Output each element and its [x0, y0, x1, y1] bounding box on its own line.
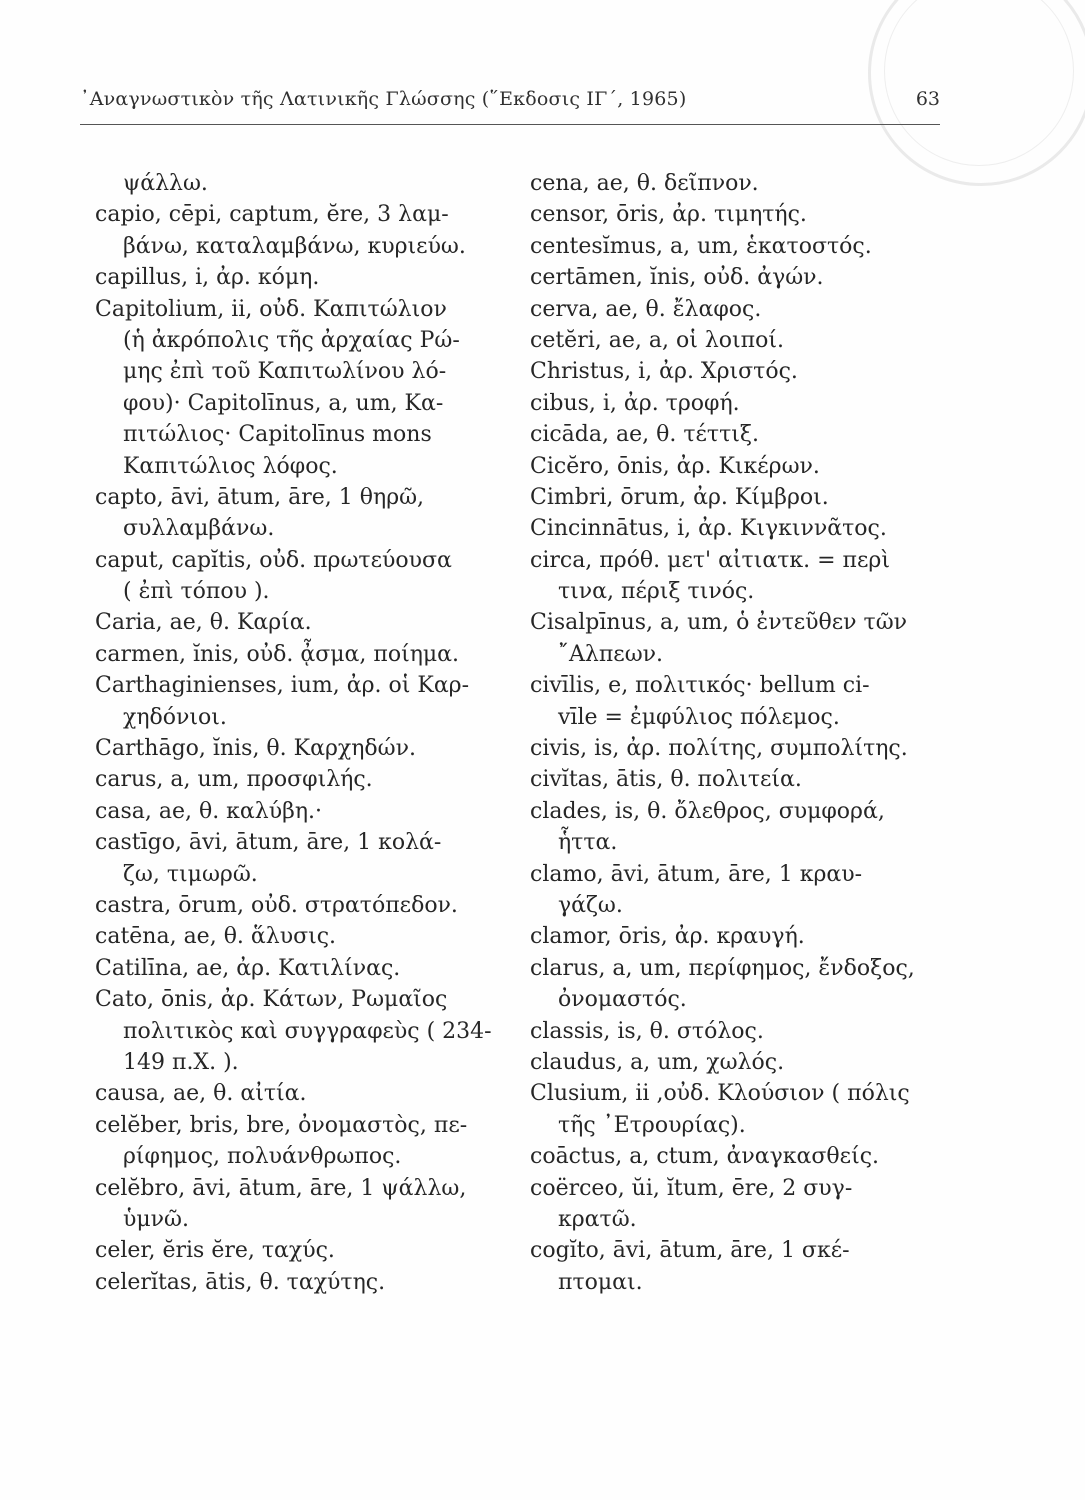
entry-line: cogĭto, āvi, ātum, āre, 1 σκέ-	[530, 1238, 850, 1264]
entry-continuation-line: πολιτικὸς καὶ συγγραφεὺς ( 234-	[123, 1018, 492, 1044]
entry-line: claudus, a, um, χωλός.	[530, 1049, 785, 1075]
entry-line: civīlis, e, πολιτικός· bellum ci-	[530, 673, 870, 699]
entry-continuation-line: γάζω.	[558, 892, 623, 918]
entry-line: capio, cēpi, captum, ĕre, 3 λαμ-	[95, 202, 449, 228]
entry-line: certāmen, ĭnis, οὐδ. ἀγών.	[530, 265, 824, 291]
entry-continuation-line: ὀνομαστός.	[558, 987, 687, 1013]
left-column	[95, 168, 515, 1298]
entry-line: clades, is, θ. ὄλεθρος, συμφορά,	[530, 798, 885, 824]
entry-continuation-line: ἧττα.	[558, 830, 618, 856]
entry-line: centesĭmus, a, um, ἑκατοστός.	[530, 233, 872, 259]
entry-continuation-line: μης ἐπὶ τοῦ Καπιτωλίνου λό-	[123, 359, 447, 385]
header-rule	[80, 124, 940, 125]
entry-continuation-line: ( ἐπὶ τόπου ).	[123, 579, 270, 605]
entry-line: Cincinnātus, i, ἀρ. Κιγκιννᾶτος.	[530, 516, 887, 542]
entry-continuation-line: ῎Αλπεων.	[558, 641, 663, 667]
entry-continuation-line: ψάλλω.	[123, 171, 208, 196]
entry-line: capillus, i, ἀρ. κόμη.	[95, 265, 320, 291]
entry-line: caput, capĭtis, οὐδ. πρωτεύουσα	[95, 547, 452, 573]
entry-line: Caria, ae, θ. Καρία.	[95, 610, 312, 636]
entry-continuation-line: φου)· Capitolīnus, a, um, Κα-	[123, 390, 444, 416]
entry-line: capto, āvi, ātum, āre, 1 θηρῶ,	[95, 484, 425, 510]
entry-line: cetĕri, ae, a, οἱ λοιποί.	[530, 327, 784, 353]
entry-continuation-line: πτομαι.	[558, 1269, 643, 1295]
entry-continuation-line: vīle = ἐμφύλιος πόλεμος.	[558, 704, 840, 730]
entry-line: causa, ae, θ. αἰτία.	[95, 1081, 307, 1107]
entry-continuation-line: ὑμνῶ.	[123, 1206, 189, 1232]
entry-continuation-line: ζω, τιμωρῶ.	[123, 861, 258, 887]
entry-continuation-line: Καπιτώλιος λόφος.	[123, 453, 338, 479]
entry-continuation-line: ρίφημος, πολυάνθρωπος.	[123, 1144, 402, 1170]
entry-line: clamo, āvi, ātum, āre, 1 κραυ-	[530, 861, 863, 887]
entry-line: cicāda, ae, θ. τέττιξ.	[530, 422, 759, 448]
entry-line: clamor, ōris, ἀρ. κραυγή.	[530, 924, 805, 950]
entry-line: circa, πρόθ. μετ' αἰτιατκ. = περὶ	[530, 547, 890, 573]
entry-line: celerĭtas, ātis, θ. ταχύτης.	[95, 1269, 386, 1295]
entry-line: Christus, i, ἀρ. Χριστός.	[530, 359, 798, 385]
entry-line: Carthāgo, ĭnis, θ. Καρχηδών.	[95, 736, 416, 762]
entry-line: Clusium, ii ,οὐδ. Κλούσιον ( πόλις	[530, 1081, 910, 1107]
entry-continuation-line: (ἡ ἀκρόπολις τῆς ἀρχαίας Ρώ-	[123, 327, 460, 353]
entry-line: catēna, ae, θ. ἅλυσις.	[95, 924, 337, 950]
entry-line: castīgo, āvi, ātum, āre, 1 κολά-	[95, 830, 442, 856]
entry-line: cibus, i, ἀρ. τροφή.	[530, 390, 740, 416]
entry-line: Capitolium, ii, οὐδ. Καπιτώλιον	[95, 296, 447, 322]
entry-line: civĭtas, ātis, θ. πολιτεία.	[530, 767, 802, 793]
entry-continuation-line: τῆς ᾿Ετρουρίας).	[558, 1112, 746, 1138]
entry-line: Catilīna, ae, ἀρ. Κατιλίνας.	[95, 955, 401, 981]
entry-line: cerva, ae, θ. ἔλαφος.	[530, 296, 762, 322]
entry-line: censor, ōris, ἀρ. τιμητής.	[530, 202, 807, 228]
entry-line: Carthaginienses, ium, ἀρ. οἱ Καρ-	[95, 673, 470, 699]
entry-line: casa, ae, θ. καλύβη.·	[95, 798, 322, 824]
entry-line: Cisalpīnus, a, um, ὁ ἐντεῦθεν τῶν	[530, 610, 908, 636]
entry-line: Cimbri, ōrum, ἀρ. Κίμβροι.	[530, 484, 829, 510]
entry-line: coërceo, ŭi, ĭtum, ēre, 2 συγ-	[530, 1175, 853, 1201]
entry-line: celer, ĕris ĕre, ταχύς.	[95, 1238, 335, 1264]
page-number: 63	[915, 88, 940, 110]
entry-continuation-line: κρατῶ.	[558, 1206, 637, 1232]
entry-continuation-line: βάνω, καταλαμβάνω, κυριεύω.	[123, 233, 466, 259]
entry-line: celĕbro, āvi, ātum, āre, 1 ψάλλω,	[95, 1175, 467, 1201]
entry-line: Cato, ōnis, ἀρ. Κάτων, Ρωμαῖος	[95, 987, 448, 1013]
right-column	[530, 168, 960, 1298]
entry-line: clarus, a, um, περίφημος, ἔνδοξος,	[530, 955, 915, 981]
entry-line: civis, is, ἀρ. πολίτης, συμπολίτης.	[530, 736, 908, 762]
entry-continuation-line: τινα, πέριξ τινός.	[558, 579, 755, 605]
entry-line: cena, ae, θ. δεῖπνον.	[530, 171, 759, 196]
entry-continuation-line: χηδόνιοι.	[123, 704, 227, 730]
page-header	[80, 88, 940, 118]
entry-line: carus, a, um, προσφιλής.	[95, 767, 373, 793]
running-head: ᾿Αναγνωστικὸν τῆς Λατινικῆς Γλώσσης (῞Εκδοσις ΙΓ΄, 1965)	[80, 88, 687, 110]
entry-line: Cicĕro, ōnis, ἀρ. Κικέρων.	[530, 453, 820, 479]
entry-line: castra, ōrum, οὐδ. στρατόπεδον.	[95, 892, 458, 918]
entry-line: celĕber, bris, bre, ὀνομαστὸς, πε-	[95, 1112, 468, 1138]
entry-line: classis, is, θ. στόλος.	[530, 1018, 764, 1044]
entry-line: carmen, ĭnis, οὐδ. ᾆσμα, ποίημα.	[95, 641, 460, 667]
entry-line: coāctus, a, ctum, ἀναγκασθείς.	[530, 1144, 880, 1170]
entry-continuation-line: συλλαμβάνω.	[123, 516, 275, 542]
entry-continuation-line: πιτώλιος· Capitolīnus mons	[123, 422, 432, 448]
entry-continuation-line: 149 π.X. ).	[123, 1049, 239, 1075]
